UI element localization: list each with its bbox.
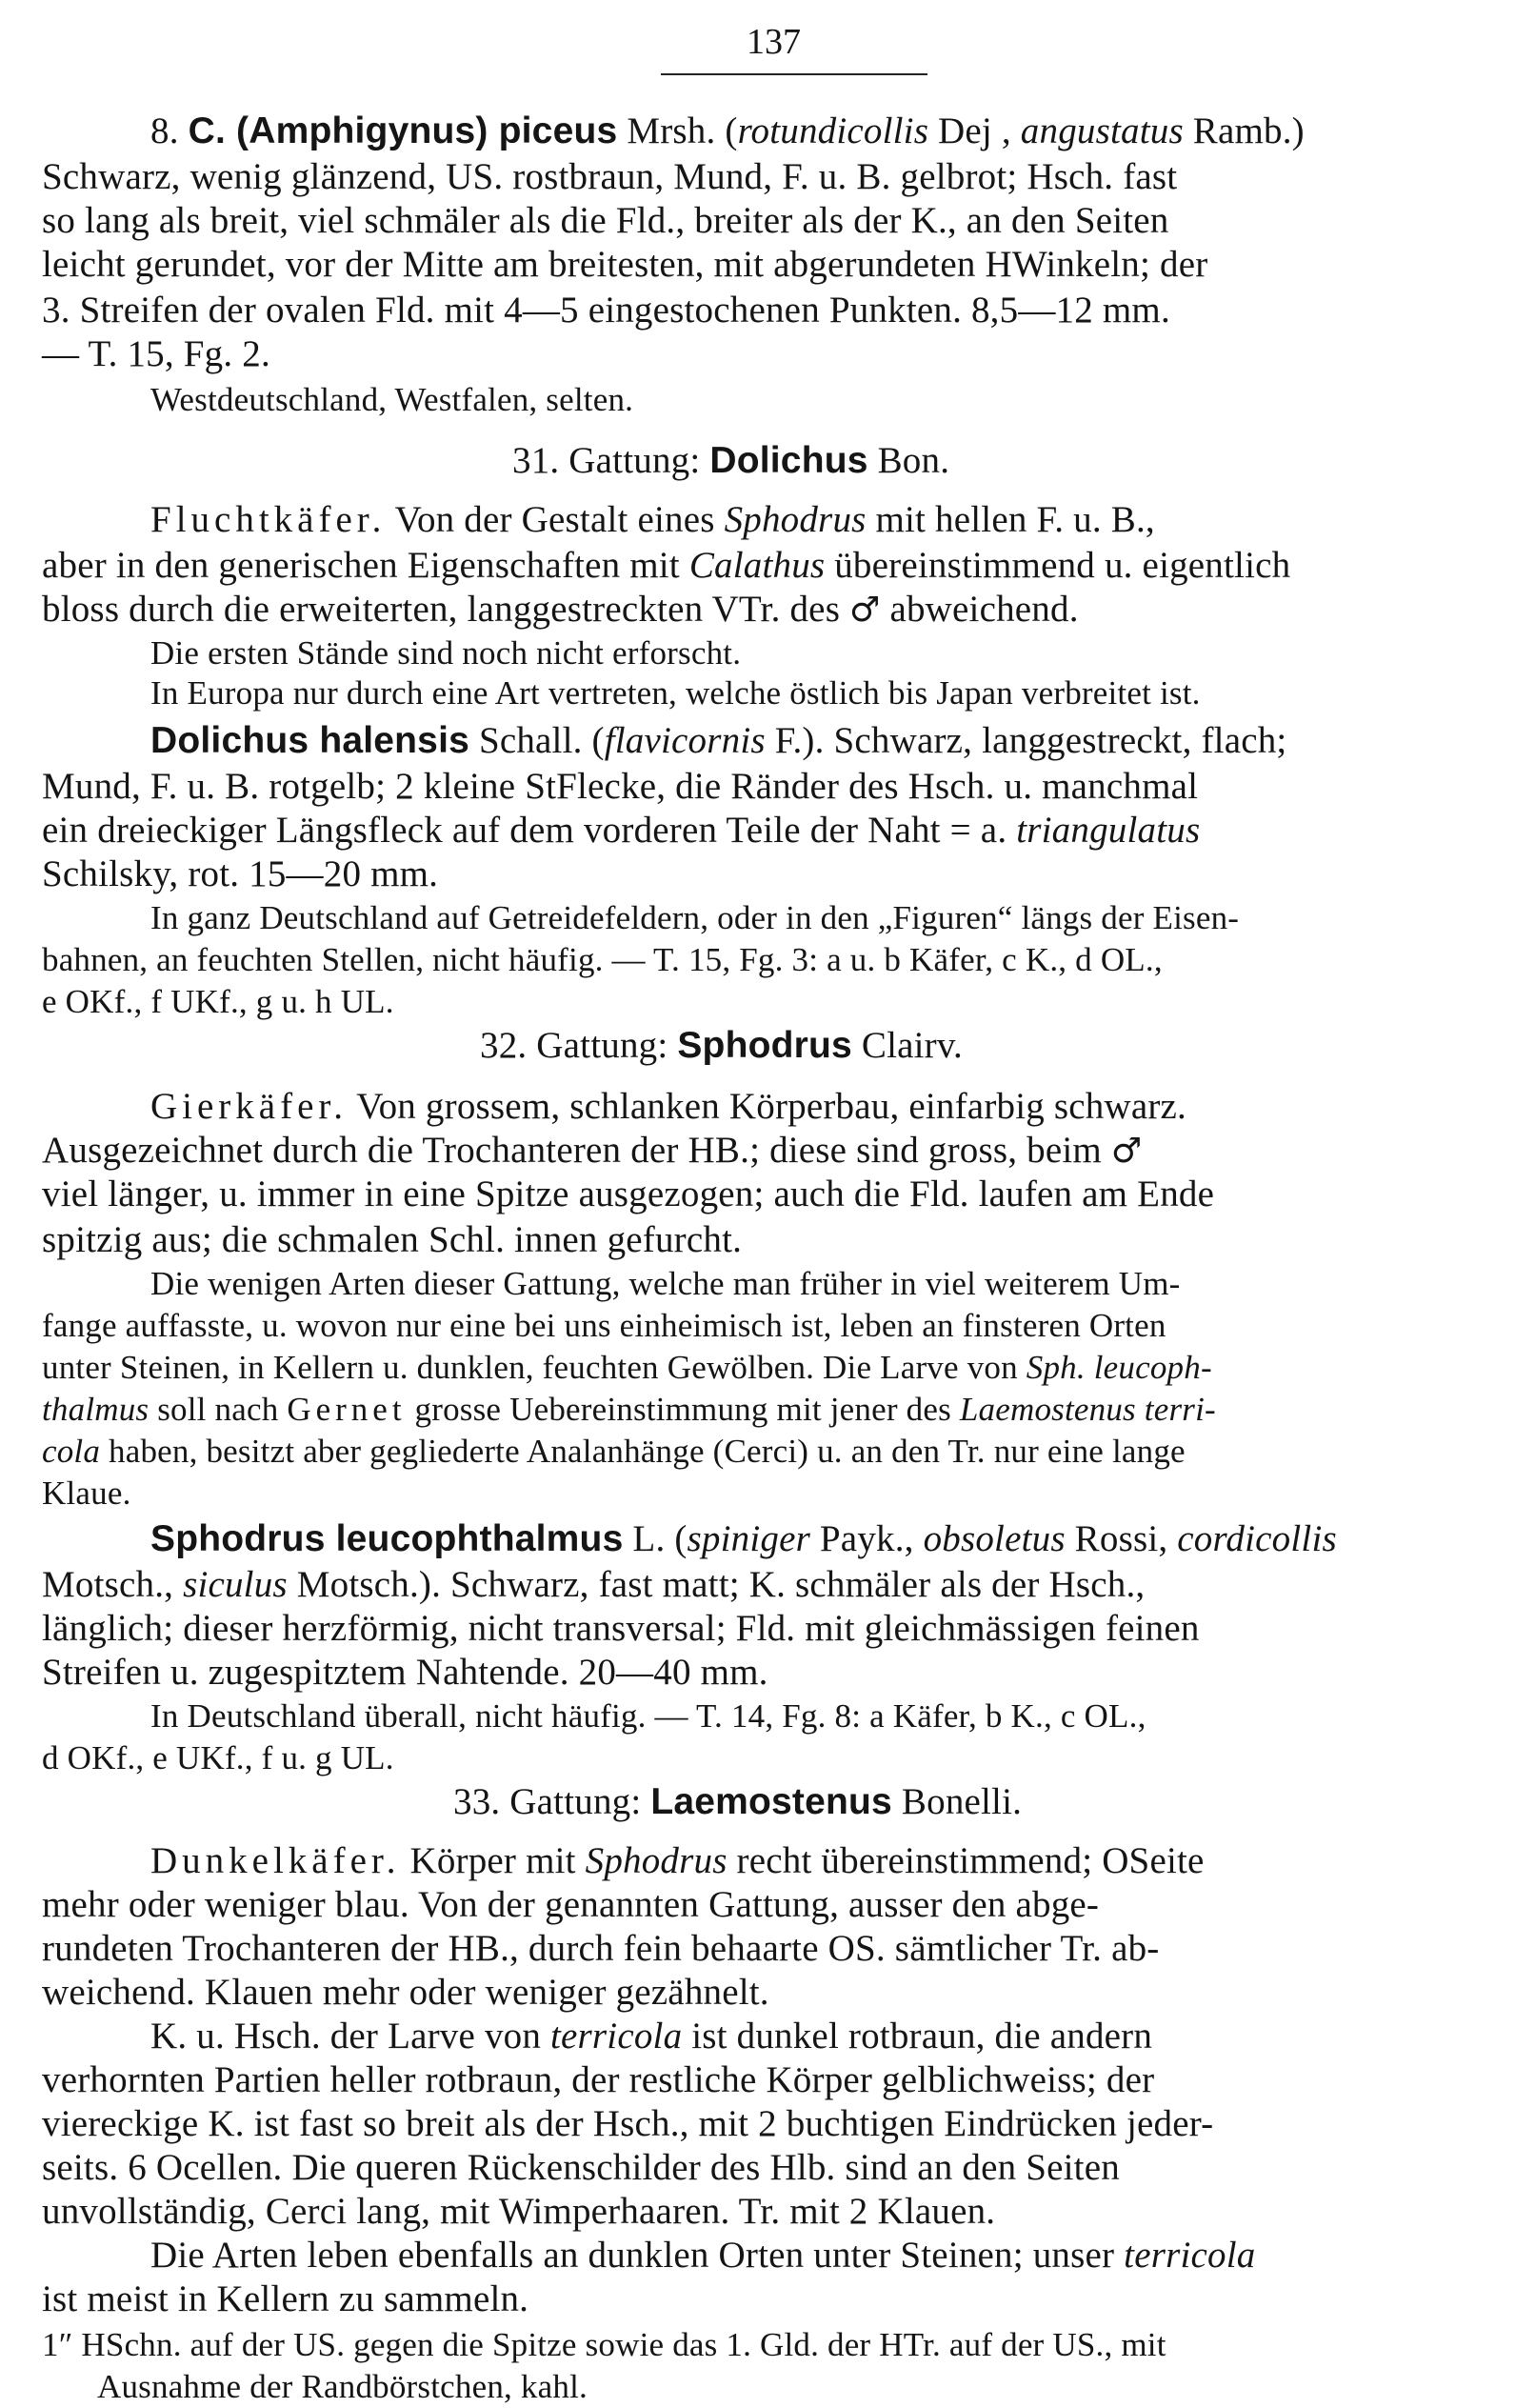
text-line [42, 2324, 1166, 2366]
text-segment: Dolichus halensis [150, 720, 469, 761]
text-segment: rotundicollis [737, 110, 929, 151]
text-segment: unter Steinen, in Kellern u. dunklen, feuchten Gewölben. Die Larve von [42, 1349, 1027, 1386]
text-line [42, 200, 1169, 242]
text-segment: 8. [150, 110, 189, 151]
text-line [42, 766, 1198, 808]
text-segment: Motsch., [42, 1564, 184, 1605]
text-segment: K. u. Hsch. der Larve von [150, 2016, 550, 2057]
text-segment: Die wenigen Arten dieser Gattung, welche man früher in viel weiterem Um- [150, 1265, 1181, 1302]
text-line [150, 499, 1155, 541]
text-segment: Sph. leucoph- [1026, 1349, 1212, 1386]
text-line [42, 2103, 1213, 2145]
text-segment: Fluchtkäfer. [150, 499, 387, 540]
text-line [42, 2059, 1154, 2101]
text-segment: Dej , [928, 110, 1021, 151]
text-segment: In ganz Deutschland auf Getreidefeldern, oder in den „Figuren“ längs der Eisen- [150, 899, 1240, 936]
text-line [42, 589, 1079, 632]
text-segment: d OKf., e UKf., f u. g UL. [42, 1739, 394, 1776]
text-segment: ist meist in Kellern zu sammeln. [42, 2278, 529, 2319]
text-segment: 31. Gattung: [512, 440, 710, 481]
text-segment: ein dreieckiger Längsfleck auf dem vorderen Teile der Naht = a. [42, 810, 1017, 851]
text-segment: verhornten Partien heller rotbraun, der restliche Körper gelblichweiss; der [42, 2059, 1155, 2100]
text-segment: Dolichus [709, 440, 868, 481]
text-segment: Sphodrus [724, 499, 867, 540]
text-segment: übereinstimmend u. eigentlich [825, 545, 1291, 586]
text-segment: viel länger, u. immer in eine Spitze ausgezogen; auch die Fld. laufen am Ende [42, 1174, 1215, 1214]
text-line [150, 632, 741, 674]
text-line [42, 156, 1177, 198]
text-segment: Mund, F. u. B. rotgelb; 2 kleine StFlecke, die Ränder des Hsch. u. manchmal [42, 766, 1199, 807]
text-segment: aber in den generischen Eigenschaften mit [42, 545, 689, 586]
text-line [150, 1263, 1181, 1305]
text-segment: Schwarz, wenig glänzend, US. rostbraun, Mund, F. u. B. gelbrot; Hsch. fast [42, 156, 1178, 197]
text-segment: bloss durch die erweiterten, langgestreckten VTr. des [42, 589, 850, 630]
text-line [150, 1696, 1146, 1737]
text-segment: soll nach [149, 1391, 288, 1428]
page-number-rule [661, 73, 927, 75]
text-line [42, 1431, 1186, 1473]
text-segment: Ausgezeichnet durch die Trochanteren der HB.; diese sind gross, beim [42, 1130, 1111, 1171]
text-segment: haben, besitzt aber gegliederte Analanhänge (Cerci) u. an den Tr. nur eine lange [100, 1433, 1186, 1470]
text-line [42, 981, 394, 1023]
text-segment: länglich; dieser herzförmig, nicht transversal; Fld. mit gleichmässigen feinen [42, 1608, 1200, 1649]
text-line [42, 1928, 1159, 1970]
text-segment: Ramb.) [1183, 110, 1305, 151]
text-segment: Bon. [867, 440, 950, 481]
text-segment: unvollständig, Cerci lang, mit Wimperhaaren. Tr. mit 2 Klauen. [42, 2191, 996, 2232]
text-segment: In Deutschland überall, nicht häufig. — T. 14, Fg. 8: a Käfer, b K., c OL., [150, 1697, 1146, 1735]
text-segment: Streifen u. zugespitztem Nahtende. 20—40 mm. [42, 1652, 768, 1693]
text-segment: F.). Schwarz, langgestreckt, flach; [765, 720, 1287, 761]
text-line [42, 1347, 1212, 1389]
text-segment: obsoletus [923, 1518, 1066, 1559]
text-segment: Sphodrus [677, 1025, 852, 1066]
text-segment: Dunkelkäfer. [150, 1840, 401, 1881]
text-line [150, 2235, 1255, 2277]
text-line [42, 1389, 1216, 1431]
text-segment: Ausnahme der Randbörstchen, kahl. [97, 2368, 588, 2405]
text-segment: Sphodrus leucophthalmus [150, 1518, 624, 1559]
text-segment: abweichend. [880, 589, 1079, 630]
male-symbol-icon: ♂ [1110, 1132, 1143, 1171]
text-segment: Mrsh. ( [617, 110, 738, 151]
text-segment: C. (Amphigynus) piceus [188, 110, 618, 151]
text-segment: Die ersten Stände sind noch nicht erforscht. [150, 634, 742, 672]
text-line [512, 440, 949, 482]
text-line [42, 810, 1200, 852]
text-line [42, 1130, 1142, 1173]
page-number: 137 [747, 22, 801, 62]
text-segment: Klaue. [42, 1475, 131, 1512]
text-segment: recht übereinstimmend; OSeite [727, 1840, 1205, 1881]
text-line [150, 1840, 1205, 1882]
text-line [42, 2147, 1120, 2189]
text-segment: angustatus [1020, 110, 1184, 151]
text-segment: Payk., [809, 1518, 924, 1559]
text-segment: Von der Gestalt eines [386, 499, 725, 540]
text-segment: cordicollis [1177, 1518, 1337, 1559]
text-segment: terricola [1124, 2235, 1256, 2276]
text-line [150, 897, 1239, 939]
text-segment: Calathus [688, 545, 826, 586]
text-segment: Schilsky, rot. 15—20 mm. [42, 853, 439, 894]
text-segment: bahnen, an feuchten Stellen, nicht häufig. — T. 15, Fg. 3: a u. b Käfer, c K., d OL., [42, 941, 1163, 978]
text-line [42, 1305, 1166, 1347]
text-segment: triangulatus [1016, 810, 1201, 851]
text-segment: cola [42, 1433, 101, 1470]
text-segment: siculus [183, 1564, 288, 1605]
text-line [42, 1473, 131, 1515]
text-segment: Gernet [287, 1391, 407, 1428]
text-segment: Westdeutschland, Westfalen, selten. [150, 381, 634, 418]
text-segment: seits. 6 Ocellen. Die queren Rückenschilder des Hlb. sind an den Seiten [42, 2147, 1120, 2188]
text-segment: spiniger [687, 1518, 810, 1559]
text-segment: 1″ HSchn. auf der US. gegen die Spitze sowie das 1. Gld. der HTr. auf der US., mit [42, 2326, 1166, 2363]
text-segment: Gierkäfer. [150, 1086, 348, 1127]
text-segment: Sphodrus [585, 1840, 728, 1881]
text-line [42, 2191, 995, 2233]
text-segment: ist dunkel rotbraun, die andern [682, 2016, 1153, 2057]
text-segment: Laemostenus terri- [959, 1391, 1216, 1428]
text-line [150, 2016, 1152, 2057]
text-segment: Rossi, [1065, 1518, 1178, 1559]
text-segment: Bonelli. [891, 1781, 1023, 1822]
text-segment: flavicornis [604, 720, 766, 761]
text-line [42, 1737, 394, 1779]
document-page [42, 0, 1508, 2405]
male-symbol-icon: ♂ [849, 591, 881, 630]
text-segment: Körper mit [400, 1840, 586, 1881]
text-segment: mit hellen F. u. B., [866, 499, 1155, 540]
text-segment: terricola [550, 2016, 683, 2057]
text-segment: 32. Gattung: [480, 1025, 678, 1066]
text-line [150, 720, 1286, 762]
text-line [42, 853, 438, 895]
text-line [42, 1608, 1200, 1650]
text-line [42, 1972, 769, 2014]
text-segment: thalmus [42, 1391, 150, 1428]
text-line [150, 1518, 1337, 1560]
text-line [42, 2278, 528, 2320]
text-segment: viereckige K. ist fast so breit als der Hsch., mit 2 buchtigen Eindrücken jeder- [42, 2103, 1214, 2144]
text-segment: 3. Streifen der ovalen Fld. mit 4—5 eingestochenen Punkten. 8,5—12 mm. [42, 290, 1170, 331]
text-line [42, 1174, 1214, 1215]
text-segment: — T. 15, Fg. 2. [42, 333, 270, 374]
text-line [42, 1652, 768, 1694]
text-segment: leicht gerundet, vor der Mitte am breitesten, mit abgerundeten HWinkeln; der [42, 244, 1208, 285]
text-segment: Motsch.). Schwarz, fast matt; K. schmäler als der Hsch., [287, 1564, 1146, 1605]
text-line [42, 244, 1207, 286]
text-segment: weichend. Klauen mehr oder weniger gezähnelt. [42, 1972, 769, 2013]
text-segment: rundeten Trochanteren der HB., durch fein behaarte OS. sämtlicher Tr. ab- [42, 1928, 1160, 1969]
text-segment: L. ( [623, 1518, 688, 1559]
text-segment: Laemostenus [650, 1781, 892, 1822]
text-line [453, 1781, 1022, 1823]
text-line [42, 333, 270, 375]
text-line [150, 1086, 1186, 1128]
text-line [150, 379, 633, 421]
text-segment: 33. Gattung: [453, 1781, 651, 1822]
text-segment: Die Arten leben ebenfalls an dunklen Orten unter Steinen; unser [150, 2235, 1125, 2276]
text-line [150, 672, 1201, 714]
text-segment: fange auffasste, u. wovon nur eine bei uns einheimisch ist, leben an finsteren Orten [42, 1307, 1166, 1344]
text-segment: e OKf., f UKf., g u. h UL. [42, 983, 394, 1020]
text-line [480, 1025, 963, 1067]
text-segment: Von grossem, schlanken Körperbau, einfarbig schwarz. [348, 1086, 1186, 1127]
text-segment: Schall. ( [469, 720, 605, 761]
text-line [42, 1219, 742, 1261]
text-line [42, 290, 1170, 331]
text-line [42, 1564, 1145, 1606]
text-line [42, 1884, 1099, 1926]
text-line [42, 545, 1290, 587]
text-line [42, 939, 1163, 981]
text-segment: Clairv. [851, 1025, 963, 1066]
text-line [97, 2366, 588, 2408]
text-segment: grosse Uebereinstimmung mit jener des [406, 1391, 960, 1428]
text-segment: mehr oder weniger blau. Von der genannten Gattung, ausser den abge- [42, 1884, 1100, 1925]
text-segment: spitzig aus; die schmalen Schl. innen gefurcht. [42, 1219, 743, 1260]
text-line [150, 110, 1305, 152]
text-segment: so lang als breit, viel schmäler als die Fld., breiter als der K., an den Seiten [42, 200, 1169, 241]
text-segment: In Europa nur durch eine Art vertreten, welche östlich bis Japan verbreitet ist. [150, 674, 1201, 712]
